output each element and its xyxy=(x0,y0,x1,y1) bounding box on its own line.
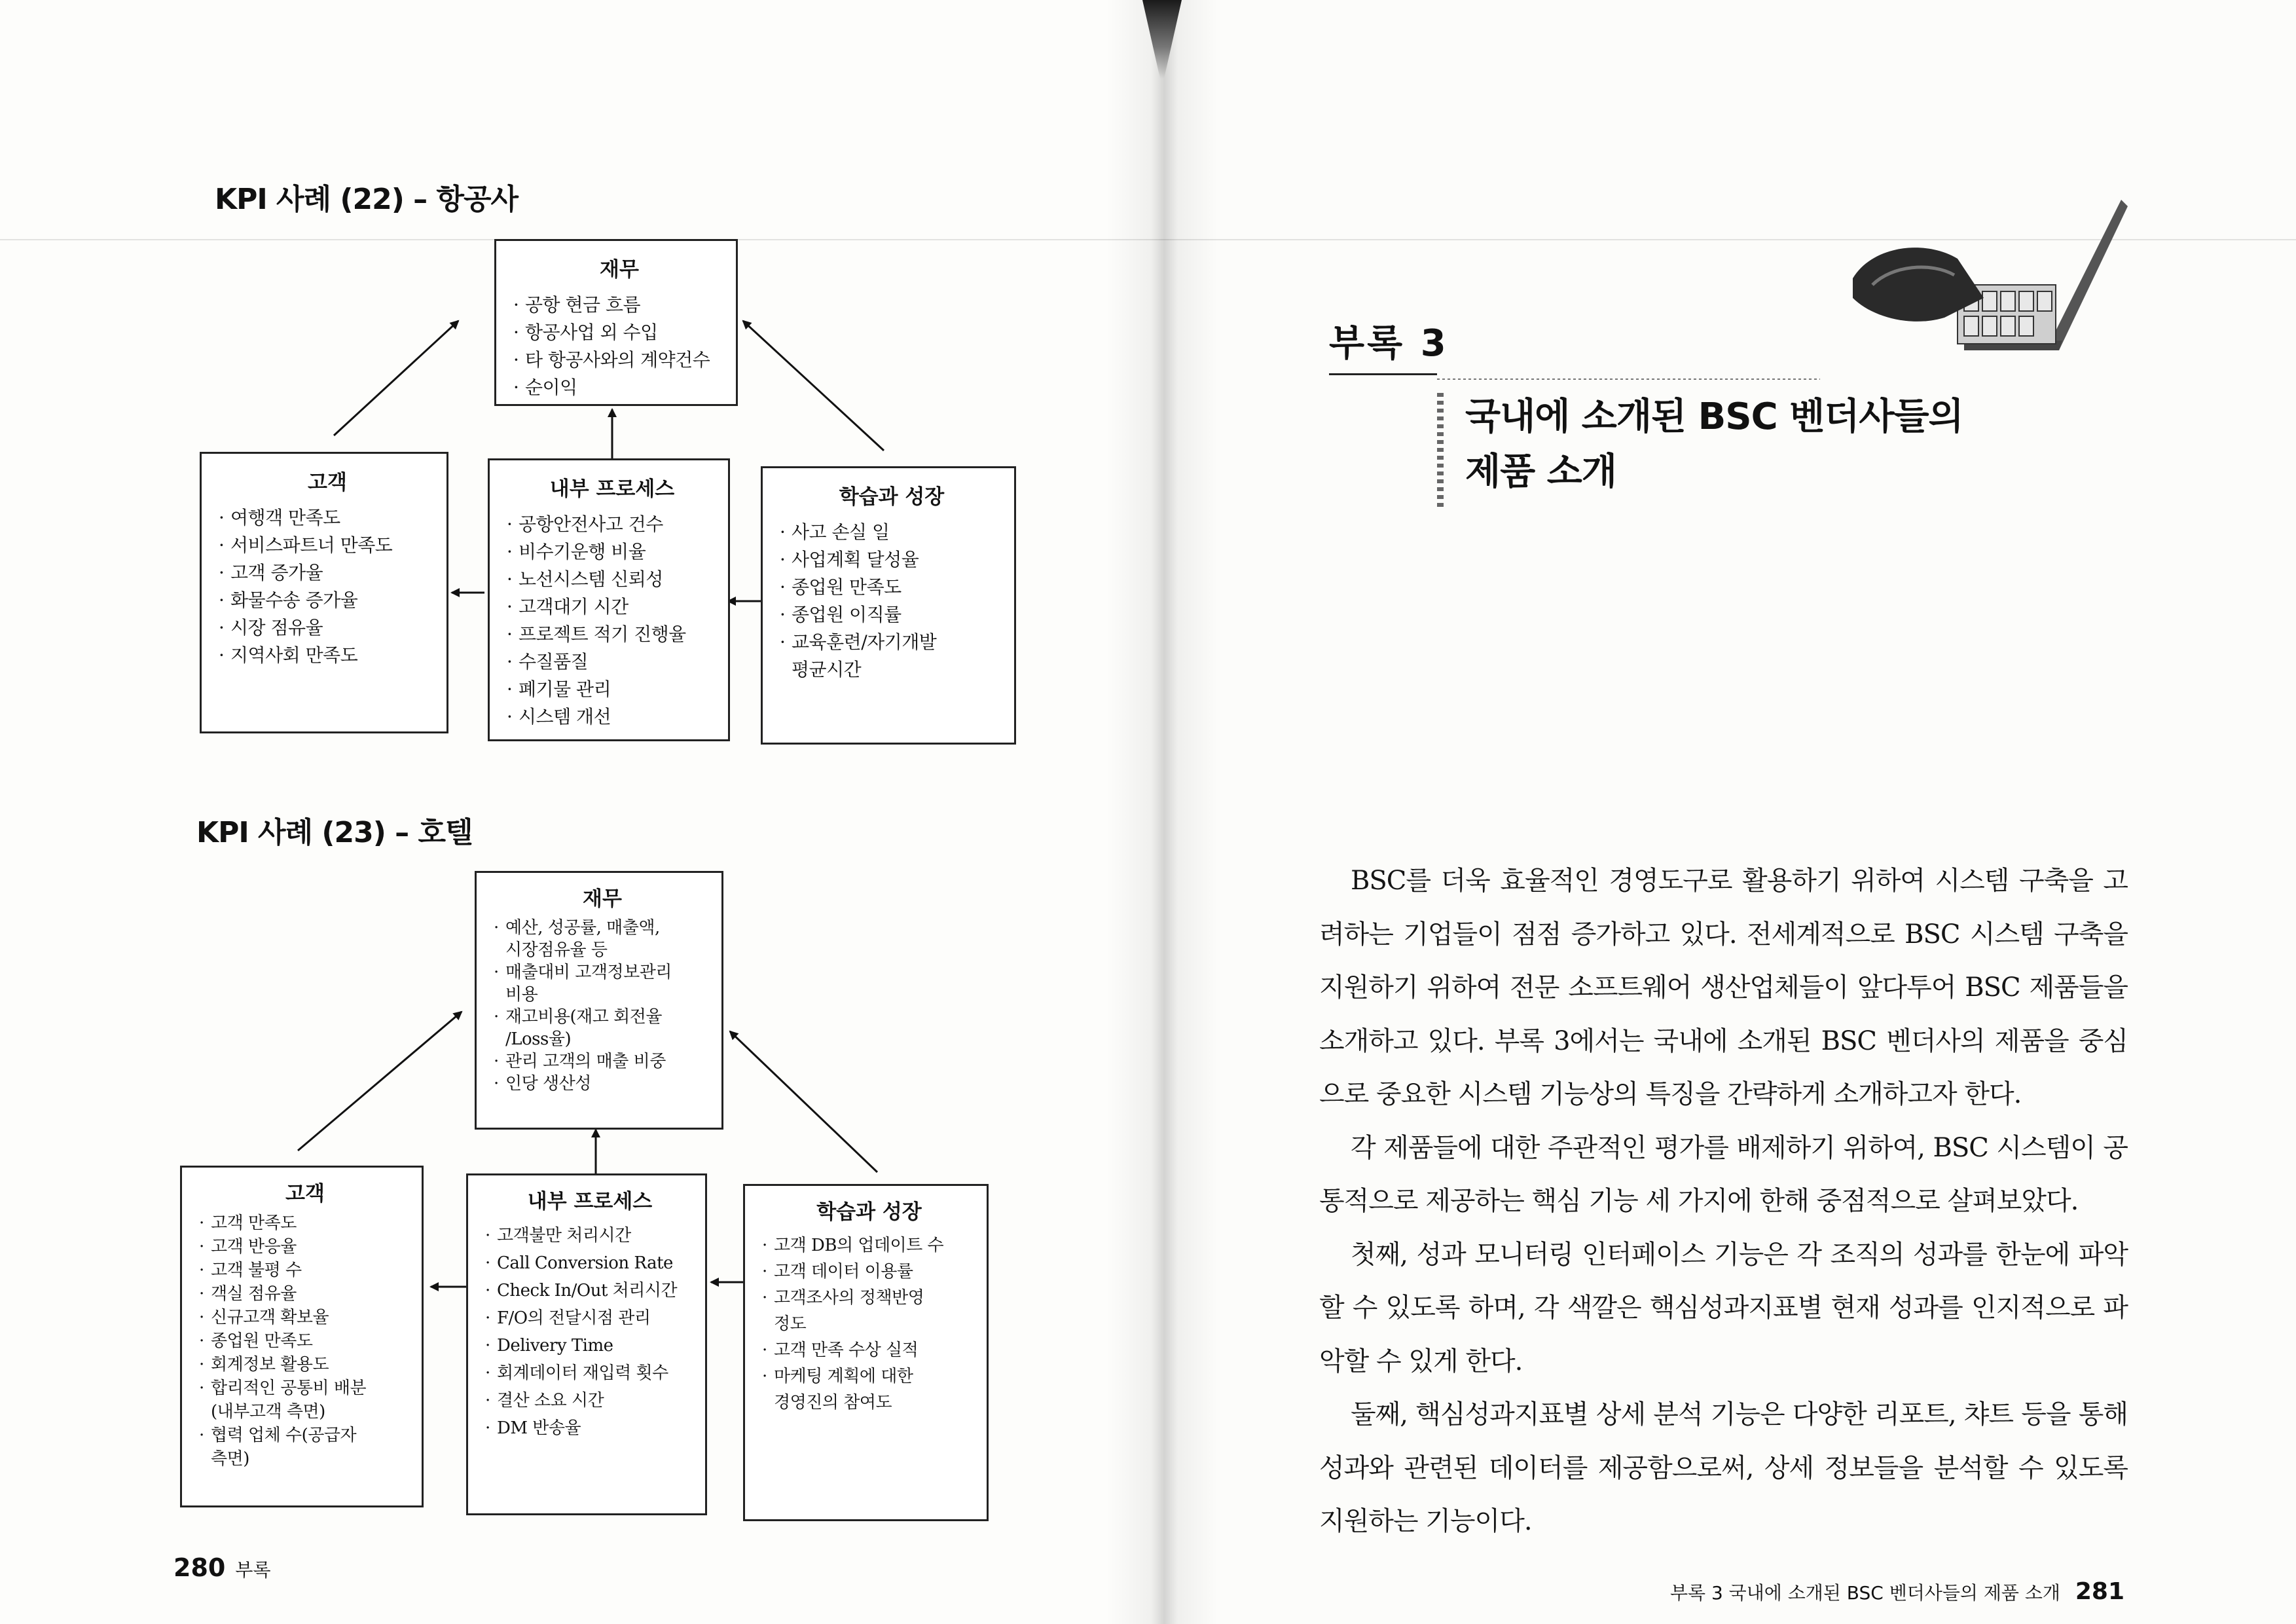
kpi23-customer-item: · 고객 반응율 xyxy=(199,1235,411,1259)
kpi23-title: KPI 사례 (23) – 호텔 xyxy=(196,816,473,849)
kpi22-customer-item: · 서비스파트너 만족도 xyxy=(219,532,436,559)
arrow-learning-to-finance-22 xyxy=(743,321,884,451)
kpi23-internal-list xyxy=(485,1222,695,1442)
kpi22-internal-item: · 고객대기 시간 xyxy=(507,593,718,621)
kpi23-learning-box xyxy=(743,1184,989,1521)
kpi22-internal-item: · 공항안전사고 건수 xyxy=(507,511,718,538)
kpi22-internal-item: · 비수기운행 비율 xyxy=(507,538,718,566)
kpi23-internal-item: · 결산 소요 시간 xyxy=(485,1387,695,1414)
kpi23-customer-item: · 회계정보 활용도 xyxy=(199,1353,411,1376)
running-title: 부록 3 국내에 소개된 BSC 벤더사들의 제품 소개 xyxy=(1669,1582,2060,1604)
appendix-title-line2: 제품 소개 xyxy=(1465,451,1616,493)
kpi22-finance-item: · 공항 현금 흐름 xyxy=(513,291,725,319)
arrow-customer-to-finance-22 xyxy=(334,321,458,435)
appendix-title xyxy=(1465,390,2054,500)
kpi23-customer-header: 고객 xyxy=(285,1182,325,1206)
kpi23-customer-item: · 고객 불평 수 xyxy=(199,1259,411,1282)
kpi22-learning-item: · 사업계획 달성율 xyxy=(780,546,1004,574)
kpi23-finance-box xyxy=(475,871,723,1130)
kpi23-internal-item: · Check In/Out 처리시간 xyxy=(485,1277,695,1304)
right-page-number: 281 xyxy=(2075,1578,2124,1605)
right-footer xyxy=(1670,1578,2124,1605)
appendix-title-line1: 국내에 소개된 BSC 벤더사들의 xyxy=(1465,396,1963,438)
kpi23-learning-item: · 고객조사의 정책반영 정도 xyxy=(762,1285,976,1337)
arrow-customer-to-finance-23 xyxy=(298,1012,462,1151)
kpi23-customer-box xyxy=(180,1166,424,1507)
title-side-bar xyxy=(1437,393,1444,511)
kpi23-customer-item: · 협력 업체 수(공급자 측면) xyxy=(199,1424,411,1471)
kpi22-finance-item: · 타 항공사와의 계약건수 xyxy=(513,346,725,374)
body-paragraph: 첫째, 성과 모니터링 인터페이스 기능은 각 조직의 성과를 한눈에 파악할 수 있도록 하며, 각 색깔은 핵심성과지표별 현재 성과를 인지적으로 파악할 수 있게 한다. xyxy=(1319,1239,2128,1376)
kpi22-customer-item: · 시장 점유율 xyxy=(219,614,436,642)
kpi22-customer-header: 고객 xyxy=(308,471,347,494)
kpi22-internal-item: · 폐기물 관리 xyxy=(507,676,718,703)
kpi23-internal-item: · 회계데이터 재입력 횟수 xyxy=(485,1359,695,1387)
appendix-label: 부록 3 xyxy=(1329,322,1449,365)
kpi23-internal-item: · Call Conversion Rate xyxy=(485,1249,695,1277)
kpi23-finance-list xyxy=(494,917,711,1095)
kpi22-learning-list xyxy=(780,519,1004,684)
left-footer-label: 부록 xyxy=(235,1559,271,1581)
kpi23-learning-item: · 고객 DB의 업데이트 수 xyxy=(762,1232,976,1259)
kpi22-internal-item: · 노선시스템 신뢰성 xyxy=(507,566,718,593)
kpi22-customer-item: · 지역사회 만족도 xyxy=(219,642,436,669)
kpi23-learning-list xyxy=(762,1232,976,1416)
kpi22-customer-list xyxy=(219,504,436,669)
kpi23-customer-item: · 합리적인 공통비 배분 (내부고객 측면) xyxy=(199,1376,411,1424)
body-paragraph: BSC를 더욱 효율적인 경영도구로 활용하기 위하여 시스템 구축을 고려하는 기업들이 점점 증가하고 있다. 전세계적으로 BSC 시스템 구축을 지원하기 위하여 전문 소프트웨어 생산업체들이 앞다투어 BSC 제품들을 소개하고 있다. 부록 3에서는 국내에 소개된 BSC 벤더사의 제품을 중심으로 중요한 시스템 기능상의 특징을 간략하게 소개하고자 한다. xyxy=(1319,866,2128,1109)
kpi22-learning-box xyxy=(761,466,1016,745)
kpi22-learning-item: · 사고 손실 일 xyxy=(780,519,1004,546)
body-paragraph: 각 제품들에 대한 주관적인 평가를 배제하기 위하여, BSC 시스템이 공통적으로 제공하는 핵심 기능 세 가지에 한해 중점적으로 살펴보았다. xyxy=(1319,1132,2128,1216)
kpi23-customer-item: · 객실 점유율 xyxy=(199,1282,411,1306)
kpi23-learning-header: 학습과 성장 xyxy=(816,1200,922,1224)
kpi22-finance-item: · 순이익 xyxy=(513,374,725,401)
hand-typing-illustration xyxy=(1833,187,2128,357)
kpi22-internal-header: 내부 프로세스 xyxy=(549,477,675,501)
kpi22-finance-header: 재무 xyxy=(600,258,639,282)
kpi23-customer-list xyxy=(199,1211,411,1471)
kpi23-internal-header: 내부 프로세스 xyxy=(527,1190,653,1213)
kpi23-finance-item: · 재고비용(재고 회전율 /Loss율) xyxy=(494,1006,711,1050)
kpi23-internal-box xyxy=(466,1173,707,1515)
kpi22-learning-item: · 종업원 이직률 xyxy=(780,601,1004,629)
kpi23-internal-item: · 고객불만 처리시간 xyxy=(485,1222,695,1249)
appendix-rule-dotted xyxy=(1437,378,1820,380)
kpi22-internal-item: · 수질품질 xyxy=(507,648,718,676)
kpi22-customer-item: · 화물수송 증가율 xyxy=(219,587,436,614)
kpi23-internal-item: · DM 반송율 xyxy=(485,1414,695,1442)
kpi23-internal-item: · F/O의 전달시점 관리 xyxy=(485,1304,695,1332)
kpi22-customer-item: · 여행객 만족도 xyxy=(219,504,436,532)
body-paragraph: 둘째, 핵심성과지표별 상세 분석 기능은 다양한 리포트, 챠트 등을 통해 성과와 관련된 데이터를 제공함으로써, 상세 정보들을 분석할 수 있도록 지원하는 기능이다. xyxy=(1319,1399,2128,1536)
appendix-rule xyxy=(1329,373,1437,375)
kpi23-learning-item: · 고객 데이터 이용률 xyxy=(762,1259,976,1285)
kpi22-customer-box xyxy=(200,452,448,733)
kpi22-learning-item: · 교육훈련/자기개발 평균시간 xyxy=(780,629,1004,684)
kpi22-internal-item: · 프로젝트 적기 진행율 xyxy=(507,621,718,648)
kpi23-learning-item: · 마케팅 계획에 대한 경영진의 참여도 xyxy=(762,1363,976,1416)
kpi22-internal-list xyxy=(507,511,718,731)
left-footer xyxy=(173,1553,271,1582)
kpi23-customer-item: · 종업원 만족도 xyxy=(199,1329,411,1353)
kpi22-customer-item: · 고객 증가율 xyxy=(219,559,436,587)
kpi22-finance-list xyxy=(513,291,725,401)
kpi22-internal-item: · 시스템 개선 xyxy=(507,703,718,731)
kpi22-learning-header: 학습과 성장 xyxy=(839,485,945,509)
kpi22-title: KPI 사례 (22) – 항공사 xyxy=(215,183,518,216)
arrow-learning-to-finance-23 xyxy=(730,1031,877,1172)
kpi23-finance-item: · 매출대비 고객정보관리 비용 xyxy=(494,961,711,1006)
kpi23-learning-item: · 고객 만족 수상 실적 xyxy=(762,1337,976,1363)
kpi22-learning-item: · 종업원 만족도 xyxy=(780,574,1004,601)
kpi23-internal-item: · Delivery Time xyxy=(485,1332,695,1359)
kpi23-finance-item: · 관리 고객의 매출 비중 xyxy=(494,1050,711,1073)
kpi23-finance-item: · 예산, 성공률, 매출액, 시장점유율 등 xyxy=(494,917,711,961)
kpi23-customer-item: · 고객 만족도 xyxy=(199,1211,411,1235)
kpi23-finance-header: 재무 xyxy=(583,887,622,911)
kpi23-customer-item: · 신규고객 확보율 xyxy=(199,1306,411,1329)
kpi22-finance-box xyxy=(494,239,738,406)
kpi23-finance-item: · 인당 생산성 xyxy=(494,1073,711,1095)
kpi22-internal-box xyxy=(488,458,730,741)
kpi22-finance-item: · 항공사업 외 수입 xyxy=(513,319,725,346)
appendix-body xyxy=(1319,855,2128,1549)
left-page-number: 280 xyxy=(173,1553,226,1582)
